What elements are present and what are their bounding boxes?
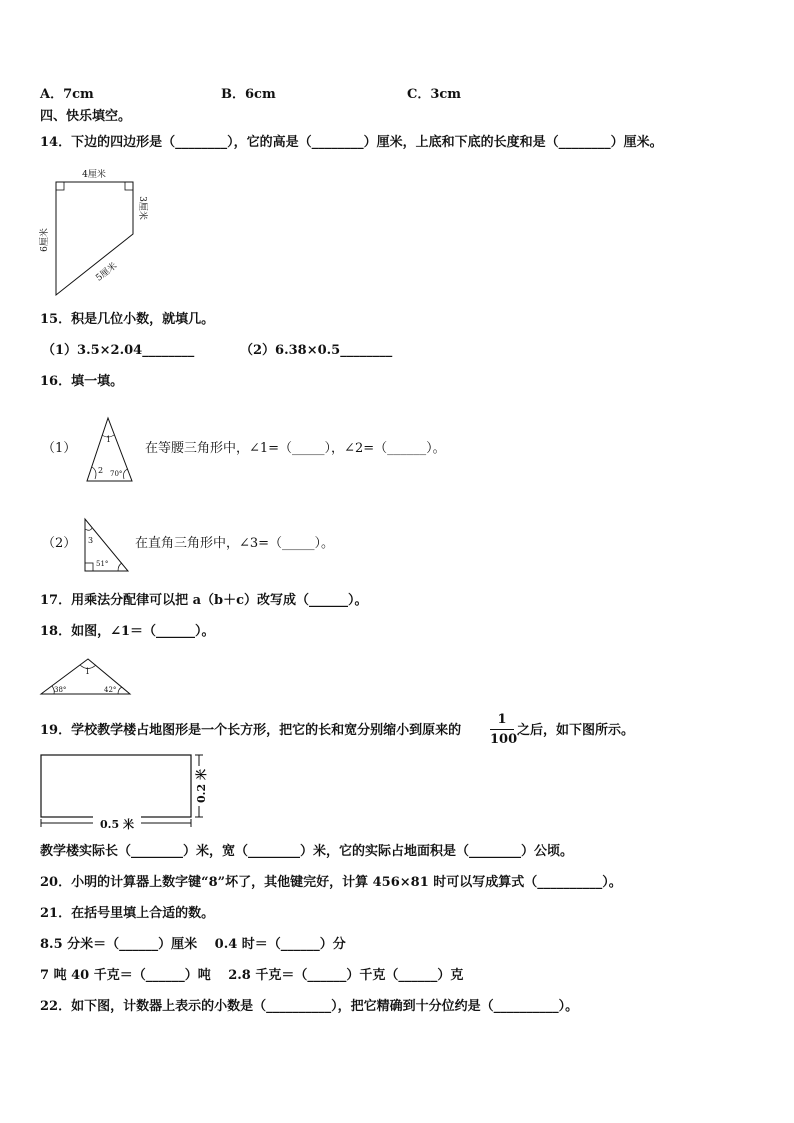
question-16-part-2-label: （2） — [42, 536, 77, 551]
question-18: 18．如图，∠1＝（______）。 — [40, 624, 215, 639]
question-19-part-a: 19．学校教学楼占地图形是一个长方形，把它的长和宽分别缩小到原来的 — [40, 723, 462, 738]
section-heading: 四、快乐填空。 — [40, 109, 132, 124]
isosceles-angle-1: 1 — [106, 435, 112, 444]
option-a: A．7cm — [40, 87, 94, 102]
question-16-part-2: 在直角三角形中，∠3=（_____）。 — [135, 536, 335, 551]
question-21: 21．在括号里填上合适的数。 — [40, 906, 215, 921]
question-19-answer: 教学楼实际长（________）米，宽（________）米，它的实际占地面积是（________）公顷。 — [40, 844, 574, 859]
q14-left-label: 6厘米 — [40, 228, 50, 252]
fraction-one-hundredth — [490, 712, 518, 747]
q14-bottom-label: 5厘米 — [94, 261, 120, 284]
q18-angle-1: 1 — [85, 667, 91, 676]
question-15-part-1: （1）3.5×2.04________ — [42, 343, 195, 358]
rectangle-width-label: 0.5 米 — [100, 818, 134, 831]
question-16: 16．填一填。 — [40, 374, 124, 389]
fraction-denominator: 100 — [490, 732, 518, 747]
question-20: 20．小明的计算器上数字键“8”坏了，其他键完好，计算 456×81 时可以写成算式（__________）。 — [40, 875, 622, 890]
question-21-row-2: 7 吨 40 千克＝（______）吨 2.8 千克＝（______）千克（______）克 — [40, 968, 464, 983]
rectangle-scale-figure — [38, 752, 218, 836]
right-triangle-figure — [82, 516, 132, 574]
question-21-row-1: 8.5 分米＝（______）厘米 0.4 时＝（______）分 — [40, 937, 346, 952]
right-triangle-51-degree: 51° — [96, 560, 109, 568]
right-triangle-angle-3: 3 — [88, 536, 94, 545]
fraction-numerator: 1 — [497, 712, 507, 727]
question-17: 17．用乘法分配律可以把 a（b＋c）改写成（______）。 — [40, 593, 368, 608]
q18-triangle-figure — [38, 655, 134, 697]
q14-right-label: 3厘米 — [137, 196, 147, 220]
isosceles-70-degree: 70° — [110, 470, 123, 478]
option-b: B．6cm — [221, 87, 276, 102]
isosceles-triangle-figure — [82, 415, 142, 485]
q18-left-angle: 38° — [54, 686, 67, 694]
question-14: 14．下边的四边形是（________），它的高是（________）厘米，上底和下底的长度和是（________）厘米。 — [40, 135, 663, 150]
question-15-part-2: （2）6.38×0.5________ — [240, 343, 393, 358]
question-15: 15．积是几位小数，就填几。 — [40, 312, 215, 327]
q14-top-label: 4厘米 — [82, 170, 106, 180]
question-19-part-b: 之后，如下图所示。 — [517, 723, 635, 738]
option-c: C．3cm — [407, 87, 462, 102]
rectangle-height-label: 0.2 米 — [195, 769, 208, 803]
question-16-part-1: 在等腰三角形中，∠1=（_____），∠2=（______）。 — [145, 441, 446, 456]
question-22: 22．如下图，计数器上表示的小数是（__________），把它精确到十分位约是（__________）。 — [40, 999, 579, 1014]
q18-right-angle: 42° — [104, 686, 117, 694]
isosceles-angle-2: 2 — [98, 466, 104, 475]
question-16-part-1-label: （1） — [42, 441, 77, 456]
q14-quadrilateral-figure — [38, 162, 168, 302]
